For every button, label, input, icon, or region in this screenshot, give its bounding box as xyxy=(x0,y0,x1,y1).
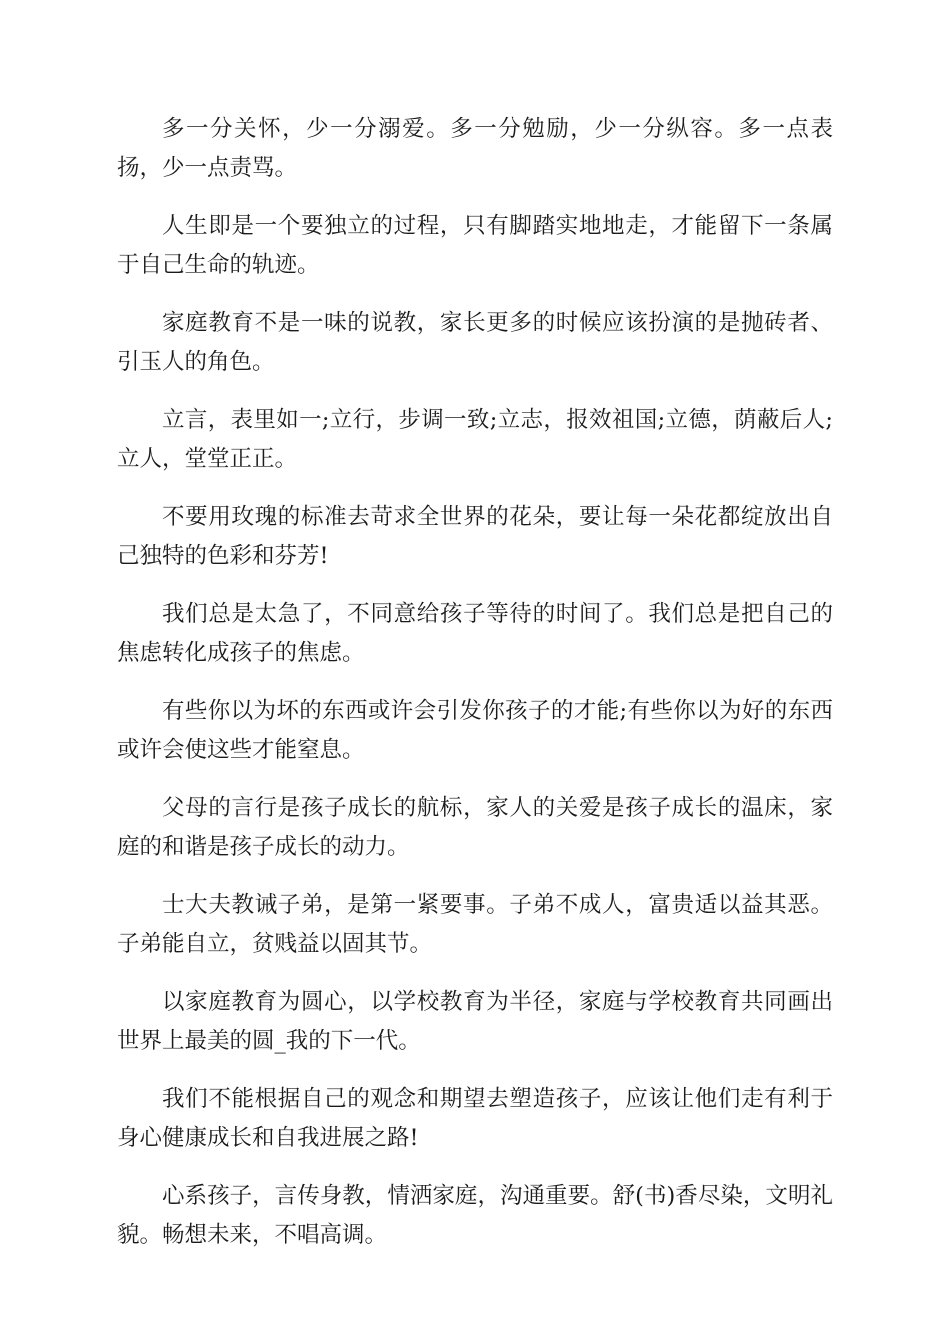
paragraph: 有些你以为坏的东西或许会引发你孩子的才能;有些你以为好的东西或许会使这些才能窒息。 xyxy=(117,698,833,763)
paragraph: 士大夫教诫子弟，是第一紧要事。子弟不成人，富贵适以益其恶。子弟能自立，贫贱益以固其节。 xyxy=(117,892,833,957)
paragraph: 我们总是太急了，不同意给孩子等待的时间了。我们总是把自己的焦虑转化成孩子的焦虑。 xyxy=(117,601,833,666)
paragraph: 心系孩子，言传身教，情洒家庭，沟通重要。舒(书)香尽染，文明礼貌。畅想未来，不唱高调。 xyxy=(117,1183,833,1248)
paragraph: 以家庭教育为圆心，以学校教育为半径，家庭与学校教育共同画出世界上最美的圆_我的下一代。 xyxy=(117,989,833,1054)
paragraph: 立言，表里如一;立行，步调一致;立志，报效祖国;立德，荫蔽后人;立人，堂堂正正。 xyxy=(117,407,833,472)
paragraph: 父母的言行是孩子成长的航标，家人的关爱是孩子成长的温床，家庭的和谐是孩子成长的动力。 xyxy=(117,795,833,860)
paragraph: 人生即是一个要独立的过程，只有脚踏实地地走，才能留下一条属于自己生命的轨迹。 xyxy=(117,213,833,278)
paragraph: 我们不能根据自己的观念和期望去塑造孩子，应该让他们走有利于身心健康成长和自我进展之路! xyxy=(117,1086,833,1151)
paragraph: 不要用玫瑰的标准去苛求全世界的花朵，要让每一朵花都绽放出自己独特的色彩和芬芳! xyxy=(117,504,833,569)
paragraph: 家庭教育不是一味的说教，家长更多的时候应该扮演的是抛砖者、引玉人的角色。 xyxy=(117,310,833,375)
paragraph: 多一分关怀，少一分溺爱。多一分勉励，少一分纵容。多一点表扬，少一点责骂。 xyxy=(117,116,833,181)
document-body xyxy=(117,110,833,1274)
